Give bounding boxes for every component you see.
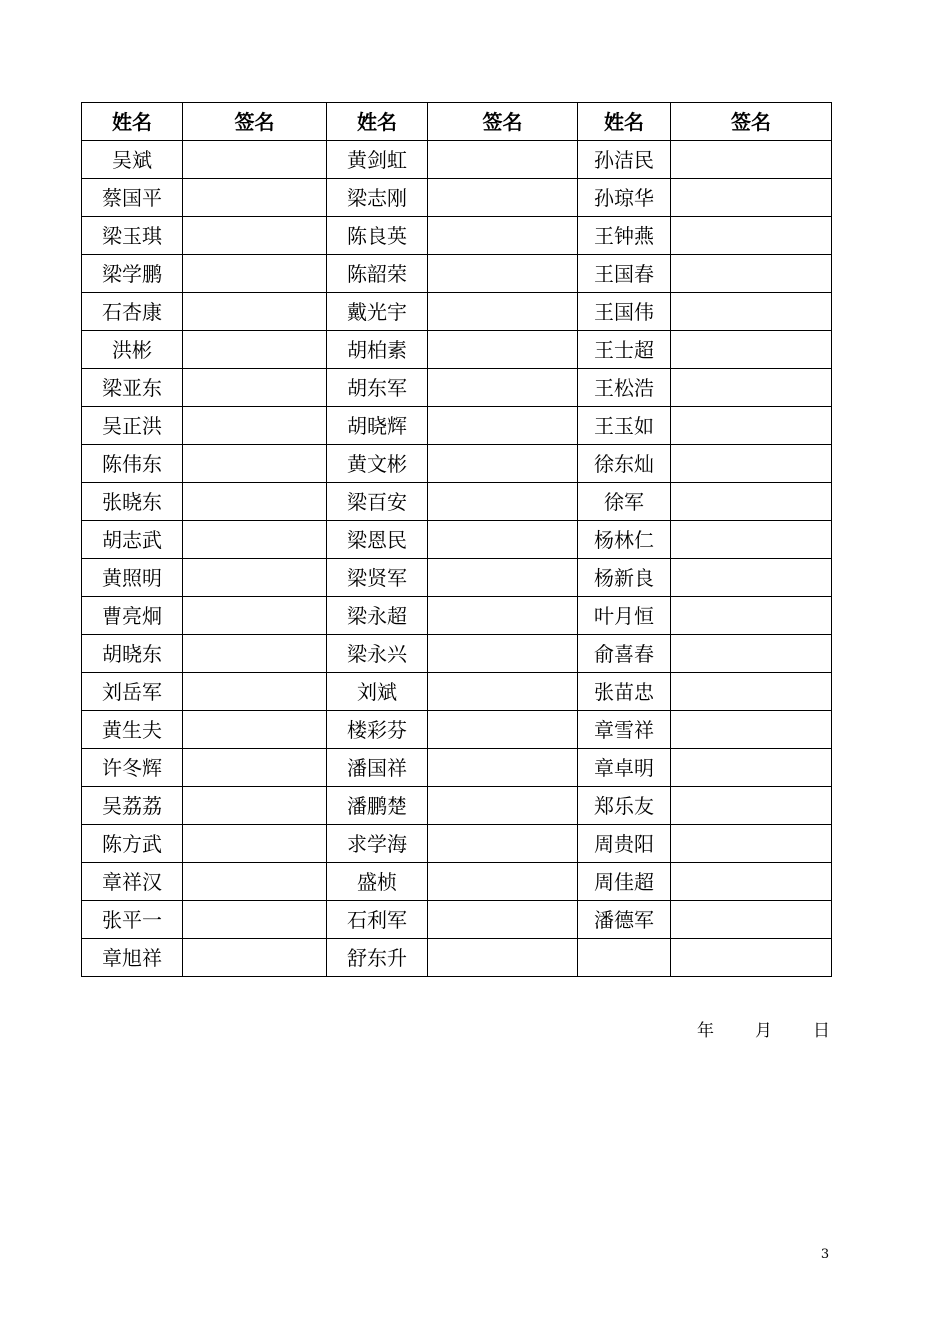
name-cell: 王松浩: [578, 369, 671, 407]
name-cell: 梁志刚: [327, 179, 428, 217]
header-name-3: 姓名: [578, 103, 671, 141]
table-row: [82, 293, 832, 331]
table-row: [82, 597, 832, 635]
name-cell: 梁玉琪: [82, 217, 183, 255]
signature-cell[interactable]: [671, 635, 832, 673]
name-cell: 章卓明: [578, 749, 671, 787]
signature-cell[interactable]: [183, 597, 327, 635]
name-cell: 徐东灿: [578, 445, 671, 483]
name-cell: 舒东升: [327, 939, 428, 977]
signature-cell[interactable]: [183, 635, 327, 673]
signature-cell[interactable]: [183, 331, 327, 369]
signature-cell[interactable]: [428, 331, 578, 369]
table-row: [82, 559, 832, 597]
table-header-row: [82, 103, 832, 141]
name-cell: 胡晓辉: [327, 407, 428, 445]
header-name-2: 姓名: [327, 103, 428, 141]
signature-cell[interactable]: [183, 179, 327, 217]
name-cell: 吴正洪: [82, 407, 183, 445]
signature-cell[interactable]: [183, 863, 327, 901]
date-day-label: 日: [813, 1021, 830, 1041]
signature-cell[interactable]: [428, 597, 578, 635]
name-cell: 胡柏素: [327, 331, 428, 369]
name-cell: 石利军: [327, 901, 428, 939]
name-cell: 梁学鹏: [82, 255, 183, 293]
name-cell: 黄生夫: [82, 711, 183, 749]
name-cell: 王玉如: [578, 407, 671, 445]
name-cell: 洪彬: [82, 331, 183, 369]
signature-cell[interactable]: [671, 559, 832, 597]
table-row: [82, 483, 832, 521]
signature-cell[interactable]: [671, 711, 832, 749]
signature-cell[interactable]: [183, 673, 327, 711]
table-row: [82, 635, 832, 673]
signature-cell[interactable]: [671, 369, 832, 407]
name-cell: 梁恩民: [327, 521, 428, 559]
name-cell: 盛桢: [327, 863, 428, 901]
date-year-label: 年: [697, 1021, 714, 1041]
name-cell: 王钟燕: [578, 217, 671, 255]
signature-cell[interactable]: [671, 445, 832, 483]
table-row: [82, 255, 832, 293]
name-cell: 周佳超: [578, 863, 671, 901]
name-cell: [578, 939, 671, 977]
signature-cell[interactable]: [183, 749, 327, 787]
name-cell: 章旭祥: [82, 939, 183, 977]
name-cell: 陈方武: [82, 825, 183, 863]
name-cell: 杨林仁: [578, 521, 671, 559]
signature-cell[interactable]: [671, 939, 832, 977]
name-cell: 潘德军: [578, 901, 671, 939]
name-cell: 王士超: [578, 331, 671, 369]
sign-in-table: [81, 102, 832, 977]
name-cell: 章雪祥: [578, 711, 671, 749]
name-cell: 胡东军: [327, 369, 428, 407]
signature-cell[interactable]: [428, 483, 578, 521]
name-cell: 梁贤军: [327, 559, 428, 597]
name-cell: 刘斌: [327, 673, 428, 711]
name-cell: 石杏康: [82, 293, 183, 331]
signature-cell[interactable]: [671, 293, 832, 331]
signature-cell[interactable]: [428, 141, 578, 179]
name-cell: 潘国祥: [327, 749, 428, 787]
table-row: [82, 825, 832, 863]
header-name-1: 姓名: [82, 103, 183, 141]
table-row: [82, 179, 832, 217]
name-cell: 杨新良: [578, 559, 671, 597]
table-row: [82, 331, 832, 369]
table-row: [82, 749, 832, 787]
signature-cell[interactable]: [428, 293, 578, 331]
name-cell: 陈韶荣: [327, 255, 428, 293]
signature-cell[interactable]: [183, 901, 327, 939]
name-cell: 胡志武: [82, 521, 183, 559]
signature-cell[interactable]: [428, 217, 578, 255]
signature-cell[interactable]: [183, 559, 327, 597]
signature-cell[interactable]: [671, 407, 832, 445]
signature-cell[interactable]: [671, 863, 832, 901]
name-cell: 梁永超: [327, 597, 428, 635]
name-cell: 张平一: [82, 901, 183, 939]
name-cell: 梁永兴: [327, 635, 428, 673]
signature-cell[interactable]: [671, 331, 832, 369]
name-cell: 吴荔荔: [82, 787, 183, 825]
signature-cell[interactable]: [428, 559, 578, 597]
name-cell: 叶月恒: [578, 597, 671, 635]
table-row: [82, 863, 832, 901]
signature-cell[interactable]: [183, 255, 327, 293]
table-row: [82, 445, 832, 483]
table-row: [82, 217, 832, 255]
name-cell: 戴光宇: [327, 293, 428, 331]
signature-cell[interactable]: [183, 407, 327, 445]
name-cell: 黄照明: [82, 559, 183, 597]
table-row: [82, 673, 832, 711]
signature-cell[interactable]: [428, 255, 578, 293]
name-cell: 楼彩芬: [327, 711, 428, 749]
signature-cell[interactable]: [428, 939, 578, 977]
name-cell: 张晓东: [82, 483, 183, 521]
name-cell: 陈伟东: [82, 445, 183, 483]
name-cell: 梁亚东: [82, 369, 183, 407]
signature-cell[interactable]: [183, 217, 327, 255]
table-row: [82, 141, 832, 179]
signature-cell[interactable]: [183, 483, 327, 521]
signature-cell[interactable]: [183, 787, 327, 825]
signature-cell[interactable]: [428, 521, 578, 559]
table-row: [82, 901, 832, 939]
name-cell: 曹亮炯: [82, 597, 183, 635]
name-cell: 陈良英: [327, 217, 428, 255]
signature-cell[interactable]: [428, 863, 578, 901]
name-cell: 郑乐友: [578, 787, 671, 825]
name-cell: 胡晓东: [82, 635, 183, 673]
signature-cell[interactable]: [671, 179, 832, 217]
signature-cell[interactable]: [183, 521, 327, 559]
header-signature-3: 签名: [671, 103, 832, 141]
signature-cell[interactable]: [671, 787, 832, 825]
table-row: [82, 711, 832, 749]
signature-cell[interactable]: [671, 255, 832, 293]
signature-cell[interactable]: [428, 787, 578, 825]
signature-cell[interactable]: [428, 711, 578, 749]
signature-cell[interactable]: [428, 407, 578, 445]
signature-cell[interactable]: [183, 369, 327, 407]
name-cell: 王国春: [578, 255, 671, 293]
signature-cell[interactable]: [671, 673, 832, 711]
signature-cell[interactable]: [671, 901, 832, 939]
table-row: [82, 369, 832, 407]
signature-cell[interactable]: [428, 825, 578, 863]
signature-cell[interactable]: [183, 711, 327, 749]
name-cell: 许冬辉: [82, 749, 183, 787]
table-row: [82, 521, 832, 559]
signature-cell[interactable]: [183, 141, 327, 179]
signature-cell[interactable]: [183, 445, 327, 483]
table-body: [82, 141, 832, 977]
name-cell: 黄文彬: [327, 445, 428, 483]
name-cell: 潘鹏楚: [327, 787, 428, 825]
name-cell: 求学海: [327, 825, 428, 863]
signature-cell[interactable]: [183, 293, 327, 331]
signature-cell[interactable]: [671, 749, 832, 787]
name-cell: 孙琼华: [578, 179, 671, 217]
table-row: [82, 787, 832, 825]
name-cell: 吴斌: [82, 141, 183, 179]
signature-cell[interactable]: [428, 179, 578, 217]
signature-cell[interactable]: [428, 635, 578, 673]
signature-cell[interactable]: [671, 483, 832, 521]
name-cell: 梁百安: [327, 483, 428, 521]
signature-cell[interactable]: [671, 825, 832, 863]
name-cell: 徐军: [578, 483, 671, 521]
signature-cell[interactable]: [671, 521, 832, 559]
header-signature-1: 签名: [183, 103, 327, 141]
signature-cell[interactable]: [671, 597, 832, 635]
name-cell: 张苗忠: [578, 673, 671, 711]
name-cell: 刘岳军: [82, 673, 183, 711]
name-cell: 王国伟: [578, 293, 671, 331]
signature-cell[interactable]: [183, 825, 327, 863]
date-month-label: 月: [755, 1021, 772, 1041]
header-signature-2: 签名: [428, 103, 578, 141]
page-number: 3: [820, 1247, 830, 1262]
name-cell: 蔡国平: [82, 179, 183, 217]
name-cell: 周贵阳: [578, 825, 671, 863]
signature-cell[interactable]: [428, 673, 578, 711]
table-row: [82, 939, 832, 977]
table-row: [82, 407, 832, 445]
signature-cell[interactable]: [428, 369, 578, 407]
signature-cell[interactable]: [428, 445, 578, 483]
name-cell: 俞喜春: [578, 635, 671, 673]
signature-cell[interactable]: [671, 141, 832, 179]
name-cell: 章祥汉: [82, 863, 183, 901]
signature-cell[interactable]: [671, 217, 832, 255]
signature-cell[interactable]: [428, 749, 578, 787]
name-cell: 孙洁民: [578, 141, 671, 179]
signature-cell[interactable]: [428, 901, 578, 939]
name-cell: 黄剑虹: [327, 141, 428, 179]
signature-cell[interactable]: [183, 939, 327, 977]
